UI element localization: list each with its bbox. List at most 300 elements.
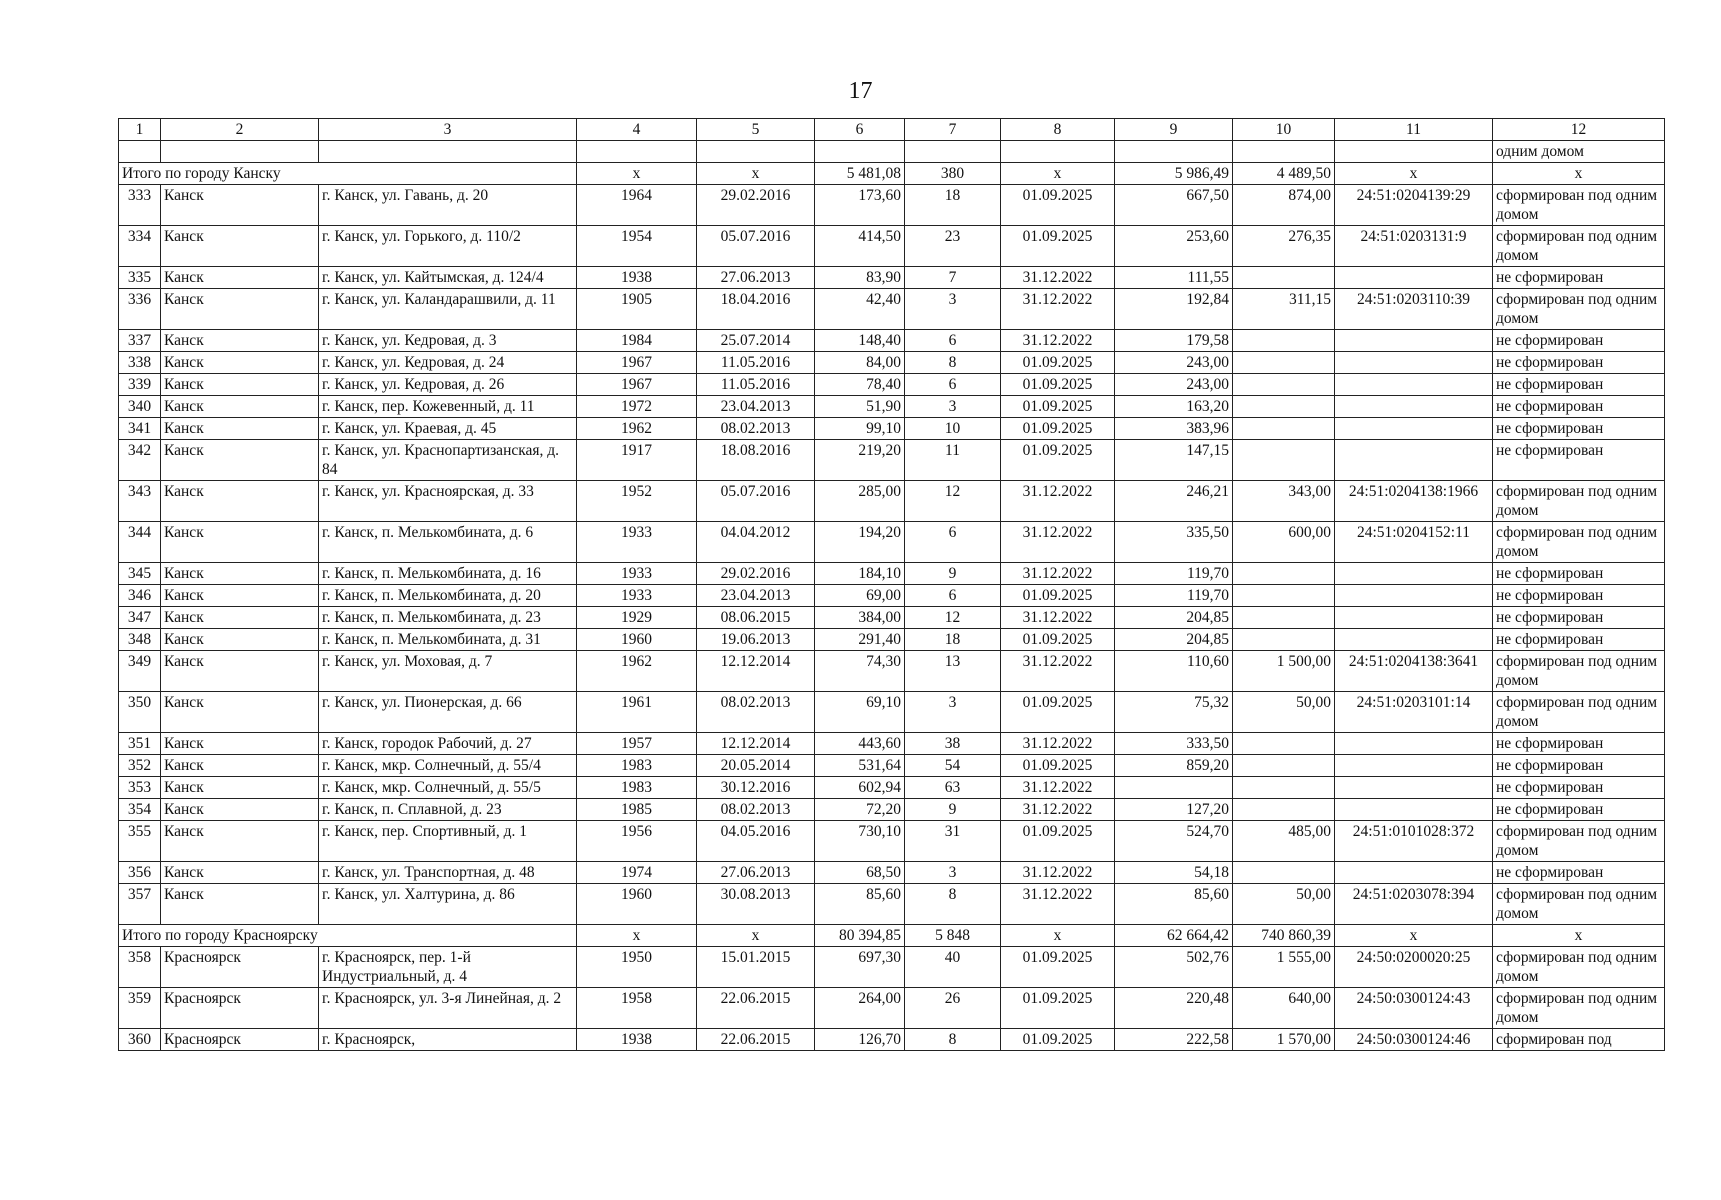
- residents-count: 9: [905, 563, 1001, 585]
- col-10-value: 50,00: [1233, 692, 1335, 733]
- col-9-value: 163,20: [1115, 396, 1233, 418]
- resettlement-deadline: 01.09.2025: [1001, 440, 1115, 481]
- resettlement-deadline: 01.09.2025: [1001, 418, 1115, 440]
- col-num-7: 7: [905, 119, 1001, 141]
- city-name: Канск: [161, 289, 319, 330]
- area: 42,40: [815, 289, 905, 330]
- land-status: не сформирован: [1493, 374, 1665, 396]
- col-num-2: 2: [161, 119, 319, 141]
- cadastral-number: [1335, 418, 1493, 440]
- residents-count: 10: [905, 418, 1001, 440]
- area: 264,00: [815, 988, 905, 1029]
- total-c7: 380: [905, 163, 1001, 185]
- table-row: [119, 692, 1665, 733]
- area: 99,10: [815, 418, 905, 440]
- cadastral-number: [1335, 563, 1493, 585]
- total-c5: х: [697, 925, 815, 947]
- col-10-value: 276,35: [1233, 226, 1335, 267]
- row-number: 341: [119, 418, 161, 440]
- col-9-value: 54,18: [1115, 862, 1233, 884]
- col-10-value: [1233, 330, 1335, 352]
- area: 602,94: [815, 777, 905, 799]
- table-row: [119, 947, 1665, 988]
- residents-count: 6: [905, 522, 1001, 563]
- col-9-value: 383,96: [1115, 418, 1233, 440]
- cadastral-number: 24:50:0300124:43: [1335, 988, 1493, 1029]
- col-num-6: 6: [815, 119, 905, 141]
- recognition-date: 11.05.2016: [697, 374, 815, 396]
- residents-count: 54: [905, 755, 1001, 777]
- build-year: 1960: [577, 884, 697, 925]
- col-9-value: 204,85: [1115, 629, 1233, 651]
- build-year: 1984: [577, 330, 697, 352]
- col-num-4: 4: [577, 119, 697, 141]
- col-10-value: [1233, 267, 1335, 289]
- build-year: 1962: [577, 418, 697, 440]
- col-num-11: 11: [1335, 119, 1493, 141]
- col-10-value: [1233, 352, 1335, 374]
- build-year: 1933: [577, 585, 697, 607]
- table-row: [119, 185, 1665, 226]
- area: 74,30: [815, 651, 905, 692]
- total-row-kansk: [119, 163, 1665, 185]
- col-10-value: [1233, 777, 1335, 799]
- city-name: Канск: [161, 607, 319, 629]
- city-name: Канск: [161, 481, 319, 522]
- resettlement-deadline: 31.12.2022: [1001, 884, 1115, 925]
- city-name: Канск: [161, 755, 319, 777]
- residents-count: 3: [905, 396, 1001, 418]
- table-row: [119, 821, 1665, 862]
- land-status: сформирован под одним домом: [1493, 226, 1665, 267]
- residents-count: 8: [905, 884, 1001, 925]
- row-number: 358: [119, 947, 161, 988]
- col-10-value: 311,15: [1233, 289, 1335, 330]
- table-row: [119, 755, 1665, 777]
- cadastral-number: 24:50:0300124:46: [1335, 1029, 1493, 1051]
- address: г. Канск, мкр. Солнечный, д. 55/4: [319, 755, 577, 777]
- resettlement-deadline: 01.09.2025: [1001, 755, 1115, 777]
- col-10-value: [1233, 862, 1335, 884]
- area: 69,10: [815, 692, 905, 733]
- land-status: сформирован под одним домом: [1493, 651, 1665, 692]
- table-row: [119, 884, 1665, 925]
- row-number: 360: [119, 1029, 161, 1051]
- total-c9: 5 986,49: [1115, 163, 1233, 185]
- recognition-date: 05.07.2016: [697, 226, 815, 267]
- row-number: 359: [119, 988, 161, 1029]
- area: 85,60: [815, 884, 905, 925]
- land-status: не сформирован: [1493, 440, 1665, 481]
- residents-count: 3: [905, 862, 1001, 884]
- recognition-date: 27.06.2013: [697, 267, 815, 289]
- row-number: 334: [119, 226, 161, 267]
- table-row: [119, 862, 1665, 884]
- col-9-value: 246,21: [1115, 481, 1233, 522]
- row-number: 343: [119, 481, 161, 522]
- total-c12: х: [1493, 163, 1665, 185]
- recognition-date: 29.02.2016: [697, 563, 815, 585]
- table-row: [119, 352, 1665, 374]
- cadastral-number: [1335, 629, 1493, 651]
- table-row: [119, 226, 1665, 267]
- table-body: [119, 119, 1665, 1051]
- land-status: не сформирован: [1493, 733, 1665, 755]
- recognition-date: 30.08.2013: [697, 884, 815, 925]
- address: г. Канск, ул. Кедровая, д. 26: [319, 374, 577, 396]
- build-year: 1983: [577, 755, 697, 777]
- recognition-date: 22.06.2015: [697, 988, 815, 1029]
- resettlement-deadline: 31.12.2022: [1001, 862, 1115, 884]
- col-10-value: [1233, 396, 1335, 418]
- address: г. Канск, ул. Моховая, д. 7: [319, 651, 577, 692]
- land-status: сформирован под одним домом: [1493, 884, 1665, 925]
- residents-count: 8: [905, 352, 1001, 374]
- table-row: [119, 563, 1665, 585]
- build-year: 1960: [577, 629, 697, 651]
- col-9-value: 524,70: [1115, 821, 1233, 862]
- city-name: Канск: [161, 418, 319, 440]
- table-row: [119, 1029, 1665, 1051]
- resettlement-deadline: 01.09.2025: [1001, 374, 1115, 396]
- city-name: Канск: [161, 799, 319, 821]
- build-year: 1950: [577, 947, 697, 988]
- col-9-value: 147,15: [1115, 440, 1233, 481]
- col-num-12: 12: [1493, 119, 1665, 141]
- recognition-date: 22.06.2015: [697, 1029, 815, 1051]
- area: 68,50: [815, 862, 905, 884]
- total-c5: х: [697, 163, 815, 185]
- col-10-value: 1 570,00: [1233, 1029, 1335, 1051]
- recognition-date: 12.12.2014: [697, 733, 815, 755]
- cadastral-number: [1335, 396, 1493, 418]
- land-status: не сформирован: [1493, 799, 1665, 821]
- residents-count: 12: [905, 481, 1001, 522]
- area: 730,10: [815, 821, 905, 862]
- land-status: не сформирован: [1493, 267, 1665, 289]
- row-number: 345: [119, 563, 161, 585]
- resettlement-deadline: 01.09.2025: [1001, 1029, 1115, 1051]
- recognition-date: 08.02.2013: [697, 799, 815, 821]
- address: г. Канск, п. Мелькомбината, д. 23: [319, 607, 577, 629]
- table-row: [119, 585, 1665, 607]
- total-c11: х: [1335, 163, 1493, 185]
- total-label: Итого по городу Канску: [119, 163, 577, 185]
- residents-count: 6: [905, 330, 1001, 352]
- total-c9: 62 664,42: [1115, 925, 1233, 947]
- residents-count: 12: [905, 607, 1001, 629]
- land-status: сформирован под одним домом: [1493, 692, 1665, 733]
- city-name: Красноярск: [161, 988, 319, 1029]
- city-name: Красноярск: [161, 1029, 319, 1051]
- build-year: 1985: [577, 799, 697, 821]
- address: г. Канск, ул. Каландарашвили, д. 11: [319, 289, 577, 330]
- row-number: 353: [119, 777, 161, 799]
- address: г. Канск, п. Мелькомбината, д. 16: [319, 563, 577, 585]
- col-9-value: 667,50: [1115, 185, 1233, 226]
- table-row: [119, 396, 1665, 418]
- col-10-value: [1233, 629, 1335, 651]
- recognition-date: 15.01.2015: [697, 947, 815, 988]
- col-10-value: 1 500,00: [1233, 651, 1335, 692]
- address: г. Канск, ул. Халтурина, д. 86: [319, 884, 577, 925]
- address: г. Канск, ул. Красноярская, д. 33: [319, 481, 577, 522]
- recognition-date: 11.05.2016: [697, 352, 815, 374]
- col-num-10: 10: [1233, 119, 1335, 141]
- land-status: сформирован под одним домом: [1493, 988, 1665, 1029]
- area: 72,20: [815, 799, 905, 821]
- build-year: 1905: [577, 289, 697, 330]
- cadastral-number: [1335, 755, 1493, 777]
- city-name: Канск: [161, 330, 319, 352]
- area: 414,50: [815, 226, 905, 267]
- city-name: Канск: [161, 226, 319, 267]
- col-10-value: 1 555,00: [1233, 947, 1335, 988]
- area: 531,64: [815, 755, 905, 777]
- area: 697,30: [815, 947, 905, 988]
- area: 69,00: [815, 585, 905, 607]
- col-9-value: 127,20: [1115, 799, 1233, 821]
- resettlement-deadline: 01.09.2025: [1001, 821, 1115, 862]
- table-row: [119, 374, 1665, 396]
- total-c8: х: [1001, 925, 1115, 947]
- table-row: [119, 418, 1665, 440]
- col-10-value: 600,00: [1233, 522, 1335, 563]
- address: г. Канск, п. Мелькомбината, д. 31: [319, 629, 577, 651]
- land-status: не сформирован: [1493, 777, 1665, 799]
- resettlement-deadline: 01.09.2025: [1001, 629, 1115, 651]
- build-year: 1929: [577, 607, 697, 629]
- total-c10: 740 860,39: [1233, 925, 1335, 947]
- build-year: 1938: [577, 1029, 697, 1051]
- residents-count: 18: [905, 185, 1001, 226]
- recognition-date: 19.06.2013: [697, 629, 815, 651]
- residents-count: 11: [905, 440, 1001, 481]
- residents-count: 38: [905, 733, 1001, 755]
- city-name: Канск: [161, 522, 319, 563]
- table-row: [119, 330, 1665, 352]
- land-status: не сформирован: [1493, 862, 1665, 884]
- address: г. Канск, п. Сплавной, д. 23: [319, 799, 577, 821]
- land-status: не сформирован: [1493, 607, 1665, 629]
- continuation-row: [119, 141, 1665, 163]
- residents-count: 13: [905, 651, 1001, 692]
- city-name: Канск: [161, 374, 319, 396]
- total-c4: х: [577, 925, 697, 947]
- area: 443,60: [815, 733, 905, 755]
- area: 126,70: [815, 1029, 905, 1051]
- resettlement-deadline: 31.12.2022: [1001, 330, 1115, 352]
- col-10-value: [1233, 607, 1335, 629]
- col-9-value: [1115, 777, 1233, 799]
- recognition-date: 20.05.2014: [697, 755, 815, 777]
- table-row: [119, 267, 1665, 289]
- resettlement-deadline: 01.09.2025: [1001, 585, 1115, 607]
- residents-count: 7: [905, 267, 1001, 289]
- land-status: не сформирован: [1493, 418, 1665, 440]
- city-name: Канск: [161, 651, 319, 692]
- residents-count: 9: [905, 799, 1001, 821]
- col-10-value: 50,00: [1233, 884, 1335, 925]
- resettlement-deadline: 31.12.2022: [1001, 289, 1115, 330]
- resettlement-deadline: 01.09.2025: [1001, 185, 1115, 226]
- cadastral-number: [1335, 862, 1493, 884]
- col-10-value: 640,00: [1233, 988, 1335, 1029]
- total-c6: 80 394,85: [815, 925, 905, 947]
- build-year: 1954: [577, 226, 697, 267]
- col-9-value: 179,58: [1115, 330, 1233, 352]
- cadastral-number: 24:51:0203078:394: [1335, 884, 1493, 925]
- land-status: сформирован под одним домом: [1493, 289, 1665, 330]
- col-num-8: 8: [1001, 119, 1115, 141]
- build-year: 1967: [577, 352, 697, 374]
- address: г. Красноярск,: [319, 1029, 577, 1051]
- area: 83,90: [815, 267, 905, 289]
- resettlement-deadline: 31.12.2022: [1001, 607, 1115, 629]
- build-year: 1958: [577, 988, 697, 1029]
- col-9-value: 110,60: [1115, 651, 1233, 692]
- row-number: 337: [119, 330, 161, 352]
- cadastral-number: 24:50:0200020:25: [1335, 947, 1493, 988]
- resettlement-deadline: 01.09.2025: [1001, 947, 1115, 988]
- address: г. Канск, ул. Горького, д. 110/2: [319, 226, 577, 267]
- col-num-5: 5: [697, 119, 815, 141]
- col-10-value: [1233, 799, 1335, 821]
- build-year: 1933: [577, 563, 697, 585]
- col-9-value: 111,55: [1115, 267, 1233, 289]
- address: г. Канск, ул. Пионерская, д. 66: [319, 692, 577, 733]
- area: 285,00: [815, 481, 905, 522]
- recognition-date: 18.08.2016: [697, 440, 815, 481]
- col-num-9: 9: [1115, 119, 1233, 141]
- address: г. Канск, ул. Транспортная, д. 48: [319, 862, 577, 884]
- row-number: 339: [119, 374, 161, 396]
- city-name: Канск: [161, 267, 319, 289]
- col-10-value: [1233, 418, 1335, 440]
- residents-count: 23: [905, 226, 1001, 267]
- total-c12: х: [1493, 925, 1665, 947]
- table-row: [119, 289, 1665, 330]
- land-status: сформирован под одним домом: [1493, 821, 1665, 862]
- row-number: 355: [119, 821, 161, 862]
- area: 184,10: [815, 563, 905, 585]
- total-row-krasnoyarsk: [119, 925, 1665, 947]
- row-number: 344: [119, 522, 161, 563]
- resettlement-deadline: 31.12.2022: [1001, 799, 1115, 821]
- address: г. Канск, городок Рабочий, д. 27: [319, 733, 577, 755]
- resettlement-deadline: 31.12.2022: [1001, 267, 1115, 289]
- table-row: [119, 777, 1665, 799]
- land-status: сформирован под одним домом: [1493, 522, 1665, 563]
- total-c4: х: [577, 163, 697, 185]
- residents-count: 26: [905, 988, 1001, 1029]
- cadastral-number: 24:51:0203131:9: [1335, 226, 1493, 267]
- address: г. Красноярск, пер. 1-й Индустриальный, д. 4: [319, 947, 577, 988]
- cadastral-number: [1335, 777, 1493, 799]
- col-10-value: [1233, 374, 1335, 396]
- residents-count: 63: [905, 777, 1001, 799]
- recognition-date: 05.07.2016: [697, 481, 815, 522]
- table-row: [119, 799, 1665, 821]
- address: г. Канск, пер. Спортивный, д. 1: [319, 821, 577, 862]
- table-row: [119, 481, 1665, 522]
- cadastral-number: [1335, 374, 1493, 396]
- residents-count: 8: [905, 1029, 1001, 1051]
- city-name: Красноярск: [161, 947, 319, 988]
- recognition-date: 08.06.2015: [697, 607, 815, 629]
- cadastral-number: 24:51:0204152:11: [1335, 522, 1493, 563]
- area: 194,20: [815, 522, 905, 563]
- residents-count: 6: [905, 585, 1001, 607]
- col-9-value: 243,00: [1115, 374, 1233, 396]
- col-9-value: 119,70: [1115, 585, 1233, 607]
- build-year: 1961: [577, 692, 697, 733]
- resettlement-deadline: 01.09.2025: [1001, 988, 1115, 1029]
- col-9-value: 220,48: [1115, 988, 1233, 1029]
- cadastral-number: [1335, 733, 1493, 755]
- city-name: Канск: [161, 563, 319, 585]
- col-10-value: [1233, 755, 1335, 777]
- table-row: [119, 988, 1665, 1029]
- city-name: Канск: [161, 185, 319, 226]
- col-9-value: 192,84: [1115, 289, 1233, 330]
- address: г. Канск, пер. Кожевенный, д. 11: [319, 396, 577, 418]
- city-name: Канск: [161, 821, 319, 862]
- address: г. Канск, п. Мелькомбината, д. 20: [319, 585, 577, 607]
- row-number: 352: [119, 755, 161, 777]
- cadastral-number: 24:51:0204138:3641: [1335, 651, 1493, 692]
- resettlement-deadline: 31.12.2022: [1001, 522, 1115, 563]
- table-row: [119, 651, 1665, 692]
- recognition-date: 23.04.2013: [697, 396, 815, 418]
- col-9-value: 253,60: [1115, 226, 1233, 267]
- resettlement-deadline: 01.09.2025: [1001, 692, 1115, 733]
- land-status: не сформирован: [1493, 755, 1665, 777]
- col-9-value: 85,60: [1115, 884, 1233, 925]
- cadastral-number: [1335, 607, 1493, 629]
- table-row: [119, 440, 1665, 481]
- build-year: 1964: [577, 185, 697, 226]
- resettlement-deadline: 31.12.2022: [1001, 481, 1115, 522]
- land-status: не сформирован: [1493, 396, 1665, 418]
- recognition-date: 25.07.2014: [697, 330, 815, 352]
- area: 384,00: [815, 607, 905, 629]
- area: 148,40: [815, 330, 905, 352]
- city-name: Канск: [161, 733, 319, 755]
- build-year: 1938: [577, 267, 697, 289]
- col-10-value: 343,00: [1233, 481, 1335, 522]
- recognition-date: 27.06.2013: [697, 862, 815, 884]
- recognition-date: 29.02.2016: [697, 185, 815, 226]
- table-row: [119, 629, 1665, 651]
- build-year: 1962: [577, 651, 697, 692]
- area: 219,20: [815, 440, 905, 481]
- housing-register-table: [118, 118, 1665, 1051]
- resettlement-deadline: 01.09.2025: [1001, 352, 1115, 374]
- row-number: 338: [119, 352, 161, 374]
- row-number: 347: [119, 607, 161, 629]
- row-number: 354: [119, 799, 161, 821]
- recognition-date: 30.12.2016: [697, 777, 815, 799]
- city-name: Канск: [161, 585, 319, 607]
- cadastral-number: [1335, 585, 1493, 607]
- total-c7: 5 848: [905, 925, 1001, 947]
- recognition-date: 04.04.2012: [697, 522, 815, 563]
- address: г. Канск, ул. Краевая, д. 45: [319, 418, 577, 440]
- city-name: Канск: [161, 440, 319, 481]
- city-name: Канск: [161, 777, 319, 799]
- land-status: сформирован под одним домом: [1493, 947, 1665, 988]
